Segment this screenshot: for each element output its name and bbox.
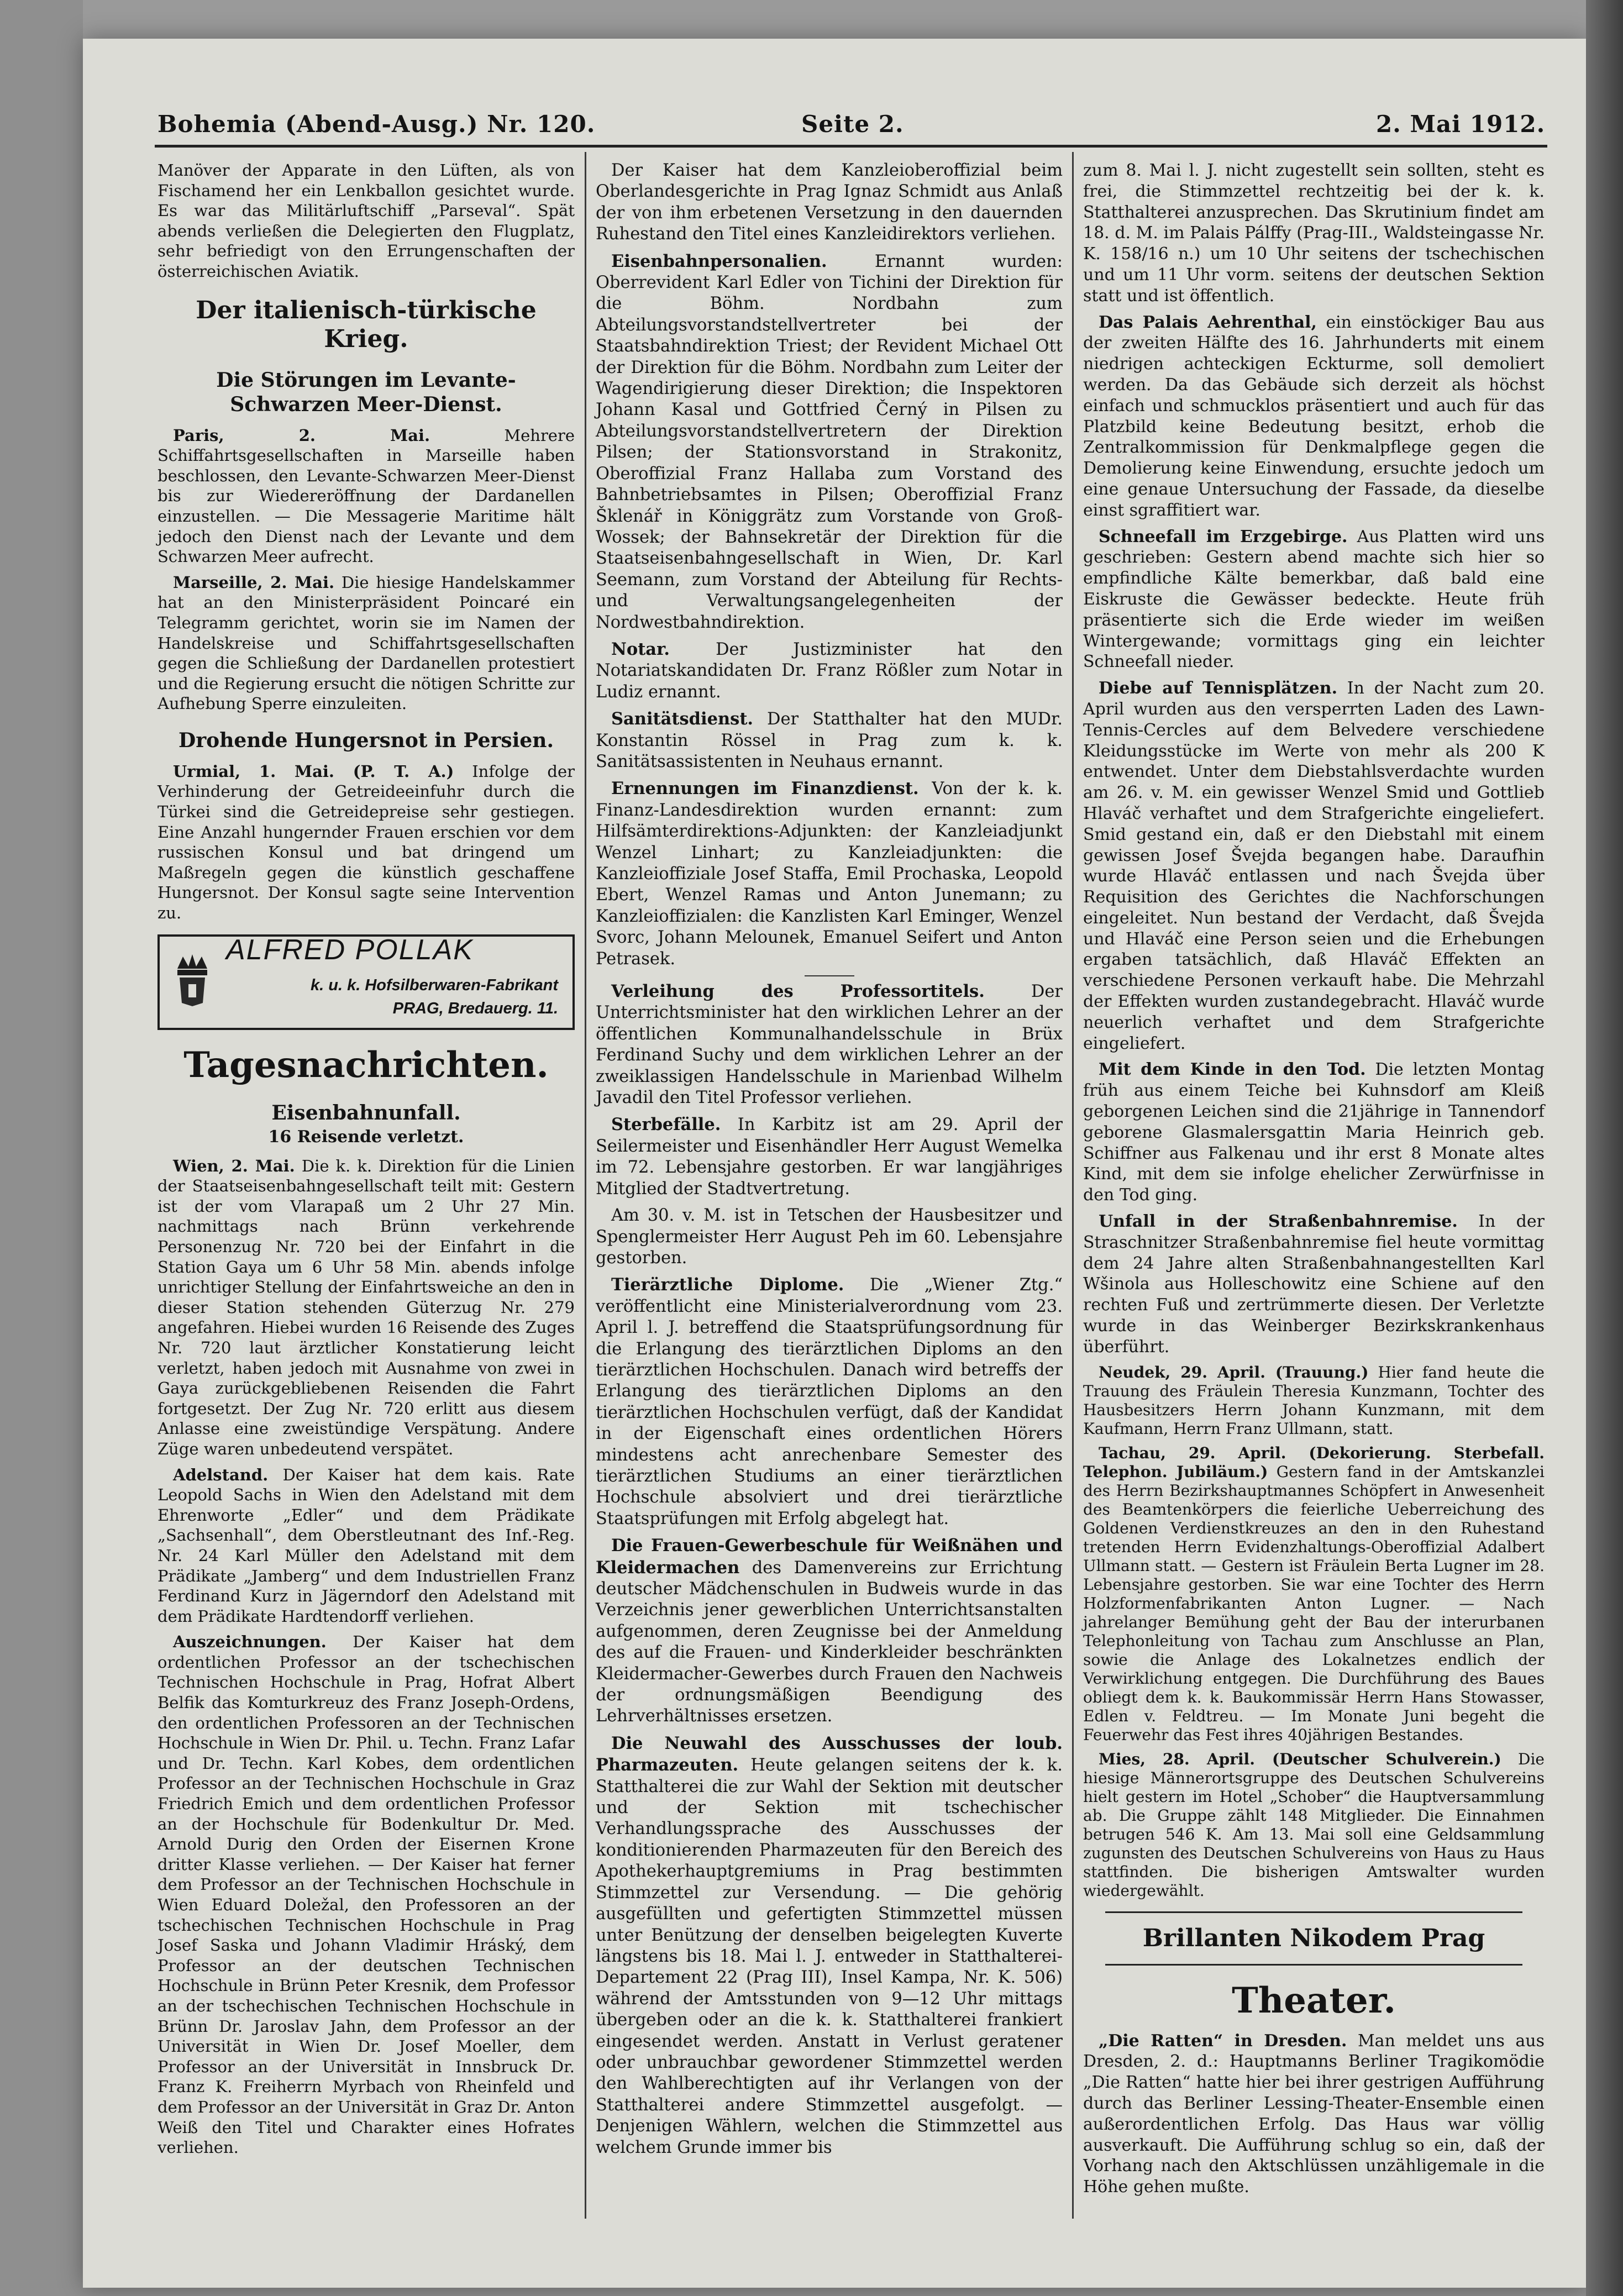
schnee-text: Aus Platten wird uns geschrieben: Gestern abend machte sich hier so empfindliche Kälte bemerkbar, daß bald eine Eiskruste die Gewässer bedeckte. Heute früh präsentierte sich die Erde wieder im weißen Wintergewande; vormittags ging ein leichter Schneefall nieder.: [1083, 527, 1545, 672]
unfall-keyword: Unfall in der Straßenbahnremise.: [1099, 1212, 1458, 1232]
paris-dateline: Paris, 2. Mai.: [173, 425, 430, 445]
article-marseille: [157, 572, 575, 714]
article-finanzdienst: [596, 778, 1063, 970]
theater-headline: Theater.: [1232, 1979, 1396, 2021]
article-urmia: [157, 761, 575, 923]
article-unfall: [1083, 1211, 1545, 1358]
article-eisenbahnpersonalien: [596, 251, 1063, 633]
kinde-text: Die letzten Montag früh aus einem Teiche bei Kuhnsdorf am Kleiß geborgenen Leichen sind die 21jährige in Tannendorf geborene Glasmalersgattin Maria Heinrich geb. Schiffner aus Falkenau und ihr erst 8 Monate altes Kind, mit dem sie infolge ehelicher Zerwürfnisse in den Tod ging.: [1083, 1060, 1545, 1205]
notar-keyword: Notar.: [611, 639, 670, 659]
ad-address: PRAG, Bredauerg. 11.: [392, 999, 558, 1017]
column-1: [157, 160, 575, 2163]
urmia-text: Infolge der Verhinderung der Getreideeinfuhr durch die Türkei sind die Getreidepreise sehr gestiegen. Eine Anzahl hungernder Frauen erschien vor dem russischen Konsul und bat dringend um Maßregeln gegen die künstlich geschaffene Hungersnot. Der Konsul sagte seine Intervention zu.: [157, 761, 575, 923]
neudek-dateline: Neudek, 29. April. (Trauung.): [1099, 1363, 1369, 1381]
mies-text: Die hiesige Männerortsgruppe des Deutschen Schulvereins hielt gestern im Hotel „Schober“ die Hauptversammlung ab. Die Gruppe zählt 148 Mitglieder. Die Einnahmen betrugen 546 K. Am 13. Mai soll eine Geldsammlung zugunsten des Deutschen Schulvereins von Haus zu Haus stattfinden. Die bisherigen Amtswalter wurden wiedergewählt.: [1083, 1749, 1545, 1900]
persia-headline: Drohende Hungersnot in Persien.: [178, 728, 554, 752]
adelstand-text: Der Kaiser hat dem kais. Rate Leopold Sachs in Wien den Adelstand mit dem Ehrenworte „Edler“ und dem Prädikate „Sachsenhall“, dem Oberstleutnant des Inf.-Reg. Nr. 24 Karl Müller den Adelstand mit dem Prädikate „Jamberg“ und dem Industriellen Franz Ferdinand Kurz in Jägerndorf den Adelstand mit dem Prädikate Hardtendorff verliehen.: [157, 1465, 575, 1626]
article-neudek: [1083, 1363, 1545, 1438]
tier-text: Die „Wiener Ztg.“ veröffentlicht eine Ministerialverordnung vom 23. April l. J. betreffend die Staatsprüfungsordnung für die Erlangung des tierärztlichen Diploms an den tierärztlichen Hochschulen. Danach wird betreffs der Erlangung des tierärztlichen Diploms an den tierärztlichen Hochschulen verfügt, daß der Kandidat in der Eigenschaft eines ordentlichen Hörers mindestens acht anrechenbare Semester des tierärztlichen Studiums an einer tierärztlichen Hochschule absolviert und drei tierärztliche Staatsprüfungen mit Erfolg abgelegt hat.: [596, 1275, 1063, 1528]
war-headline: Der italienisch-türkische Krieg.: [196, 296, 537, 353]
sterbe-text-2: Am 30. v. M. ist in Tetschen der Hausbesitzer und Spenglermeister Herr August Peh im 60. Lebensjahre gestorben.: [596, 1206, 1063, 1268]
article-neuwahl: [596, 1733, 1063, 2158]
diebe-text: In der Nacht zum 20. April wurden aus den versperrten Laden des Lawn-Tennis-Cercles auf dem Belvedere verschiedene Kleidungsstücke im Werte von mehr als 200 K entwendet. Unter dem Diebstahlsverdachte wurden am 26. v. M. ein gewisser Wenzel Smid und Gottlieb Hlaváč verhaftet und dem Strafgerichte eingeliefert. Smid gestand ein, daß er den Diebstahl mit einem gewissen Josef Švejda begangen habe. Daraufhin wurde Hlaváč entlassen und nach Švejda über Requisition des Gerichtes die Nachforschungen eingeleitet. Nun bestand der Verdacht, daß Švejda und Hlaváč eine Person seien und die Erhebungen ergaben tatsächlich, daß Hlaváč Effekten an verschiedene Personen verkauft habe. Die Mehrzahl der Effekten wurden zustandegebracht. Hlaváč wurde neuerlich verhaftet und dem Strafgerichte eingeliefert.: [1083, 679, 1545, 1053]
column-2: [596, 160, 1063, 2164]
neuwahl-keyword: Die Neuwahl des Ausschusses der loub. Pharmazeuten.: [596, 1733, 1063, 1775]
schnee-keyword: Schneefall im Erzgebirge.: [1099, 527, 1348, 547]
marseille-dateline: Marseille, 2. Mai.: [173, 572, 335, 592]
article-schneefall: [1083, 527, 1545, 673]
finanz-keyword: Ernennungen im Finanzdienst.: [611, 779, 919, 799]
frauen-text: des Damenvereins zur Errichtung deutscher Mädchenschulen in Budweis wurde in das Verzeichnis jener gewerblichen Unterrichtsanstalten aufgenommen, deren Zeugnisse bei der Anmeldung des auf die Frauen- und Kinderkleider beschränkten Kleidermacher-Gewerbes durch Frauen den Nachweis der ordnungsmäßigen Beendigung des Lehrverhältnisses ersetzen.: [596, 1558, 1063, 1726]
mies-dateline: Mies, 28. April. (Deutscher Schulverein.): [1099, 1749, 1501, 1768]
brillanten-advertisement: Brillanten Nikodem Prag: [1142, 1924, 1485, 1952]
article-paris: [157, 425, 575, 567]
adelstand-keyword: Adelstand.: [173, 1465, 269, 1484]
bahn-text: Ernannt wurden: Oberrevident Karl Edler von Tichini der Direktion für die Böhm. Nordbahn zum Abteilungsvorstandstellvertreter bei der Staatsbahndirektion Triest; der Revident Michael Ott der Direktion für die Böhm. Nordbahn zum Leiter der Wagendirigierung dieser Direktion; die Inspektoren Johann Kasal und Gottfried Černý in Pilsen zu Abteilungsvorstandstellvertretern der Direktion Pilsen; der Stationsvorstand in Strakonitz, Oberoffizial Franz Hallaba zum Vorstand des Bahnbetriebsamtes in Pilsen; Oberoffizial Franz Šklenář in Königgrätz zum Vorstande von Groß-Wossek; der Bahnsekretär der Direktion für die Staatseisenbahngesellschaft in Wien, Dr. Karl Seemann, zum Vorstand der Abteilung für Rechts- und Verwaltungsangelegenheiten der Nordwestbahndirektion.: [596, 251, 1063, 632]
wien-dateline: Wien, 2. Mai.: [173, 1156, 295, 1175]
notar-text: Der Justizminister hat den Notariatskandidaten Dr. Franz Rößler zum Notar in Ludiz ernannt.: [596, 639, 1063, 702]
sani-text: Der Statthalter hat den MUDr. Konstantin Rössel in Prag zum k. k. Sanitätsassistenten in Neuhaus ernannt.: [596, 710, 1063, 771]
article-palais: [1083, 312, 1545, 521]
finanz-text: Von der k. k. Finanz-Landesdirektion wurden ernannt: zum Hilfsämterdirektions-Adjunkten: der Kanzleiadjunkt Wenzel Linhart; zu Kanzleiadjunkten: die Kanzleioffiziale Josef Staffa, Emil Prochaska, Leopold Ebert, Wenzel Ramas und Anton Junemann; zu Kanzleioffizialen: die Kanzlisten Karl Eminger, Wenzel Svorc, Johann Melounek, Emanuel Seifert und Anton Petrasek.: [596, 779, 1063, 969]
unfall-text: In der Straschnitzer Straßenbahnremise fiel heute vormittag dem 24 Jahre alten Straßenbahnangestellten Karl Wšinola aus Holleschowitz eine Schiene auf den rechten Fuß und zertrümmerte diesen. Der Verletzte wurde in das Weinberger Bezirkskrankenhaus überführt.: [1083, 1212, 1545, 1357]
header-rule: [155, 145, 1547, 148]
brillanten-bottom-rule: [1105, 1964, 1522, 1966]
pollak-advertisement: [157, 934, 575, 1030]
article-tachau: [1083, 1444, 1545, 1745]
eisenbahn-subheadline: 16 Reisende verletzt.: [268, 1127, 464, 1147]
tachau-text: Gestern fand in der Amtskanzlei des Herrn Bezirkshauptmannes Schöpfert in Anwesenheit des Beamtenkörpers die feierliche Ueberreichung des Goldenen Verdienstkreuzes an den in den Ruhestand tretenden Herrn Evidenzhaltungs-Oberoffizial Adalbert Ullmann statt. — Gestern ist Fräulein Berta Lugner im 28. Lebensjahre gestorben. Sie war eine Tochter des Herrn Holzformenfabrikanten Anton Lugner. — Nach jahrelanger Bemühung geht der Bau der interurbanen Telephonleitung von Tachau zum Anschlusse an Plan, sowie die Anlage des Lokalnetzes endlich der Verwirklichung entgegen. Die Durchführung des Baues obliegt dem k. k. Baukommissär Herrn Hans Stowasser, Edlen v. Feldtreu. — Im Monate Juni begeht die Feuerwehr das Fest ihres 40jährigen Bestandes.: [1083, 1462, 1545, 1744]
article-frauen-gewerbeschule: [596, 1535, 1063, 1727]
diebe-keyword: Diebe auf Tennisplätzen.: [1099, 679, 1338, 698]
article-skrutinium: zum 8. Mai l. J. nicht zugestellt sein sollten, steht es frei, die Stimmzettel rechtzeitig bei der k. k. Statthalterei anzusprechen. Das Skrutinium findet am 18. d. M. im Palais Pálffy (Prag-III., Waldsteingasse Nr. K. 158/16 n.) um 10 Uhr seitens der tschechischen und um 11 Uhr vorm. seitens der deutschen Sektion statt und ist öffentlich.: [1083, 161, 1545, 306]
article-auszeichnungen: [157, 1632, 575, 2157]
tagesnachrichten-headline: Tagesnachrichten.: [183, 1044, 549, 1086]
sterbe-keyword: Sterbefälle.: [611, 1115, 721, 1135]
scan-top-edge: [83, 0, 1586, 39]
sani-keyword: Sanitätsdienst.: [611, 709, 754, 729]
tachau-dateline: Tachau, 29. April. (Dekorierung. Sterbefall. Telephon. Jubiläum.): [1083, 1443, 1545, 1481]
column-3: [1083, 160, 1545, 2203]
article-kinde: [1083, 1059, 1545, 1206]
scan-right-edge: [1586, 0, 1623, 2296]
tier-keyword: Tierärztliche Diplome.: [611, 1275, 844, 1295]
wien-text: Die k. k. Direktion für die Linien der Staatseisenbahngesellschaft teilt mit: Gestern ist der vom Vlarapaß um 2 Uhr 27 Min. nachmittags nach Brünn verkehrende Personenzug Nr. 720 bei der Einfahrt in die Station Gaya um 6 Uhr 58 Min. abends infolge unrichtiger Stellung der Einfahrtsweiche an den in dieser Station stehenden Güterzug Nr. 279 angefahren. Hiebei wurden 16 Reisende des Zuges Nr. 720 laut ärztlicher Konstatierung leicht verletzt, haben jedoch mit Ausnahme von zwei in Gaya zurückgebliebenen Reisenden die Fahrt fortgesetzt. Der Zug Nr. 720 erlitt aus diesem Anlasse eine zweistündige Verspätung. Andere Züge waren unbedeutend verspätet.: [157, 1156, 575, 1458]
section-rule: [805, 975, 854, 976]
brillanten-top-rule: [1105, 1911, 1522, 1913]
levante-headline: Die Störungen im Levante-Schwarzen Meer-Dienst.: [216, 368, 516, 416]
paris-text: Mehrere Schiffahrtsgesellschaften in Marseille haben beschlossen, den Levante-Schwarzen Meer-Dienst bis zur Wiedereröffnung der Dardanellen einzustellen. — Die Messagerie Maritime hält jedoch den Dienst nach der Levante und dem Schwarzen Meer aufrecht.: [157, 425, 575, 566]
frauen-keyword: Die Frauen-Gewerbeschule für Weißnähen und Kleidermachen: [596, 1536, 1063, 1578]
ad-company-name: ALFRED POLLAK: [226, 933, 474, 966]
palais-keyword: Das Palais Aehrenthal,: [1099, 312, 1317, 332]
header-date: 2. Mai 1912.: [1376, 111, 1546, 138]
bahn-keyword: Eisenbahnpersonalien.: [611, 251, 827, 271]
ad-subtitle: k. u. k. Hofsilberwaren-Fabrikant: [311, 976, 558, 994]
article-diebe: [1083, 678, 1545, 1054]
header-page-number: Seite 2.: [801, 111, 904, 138]
eisenbahn-headline: Eisenbahnunfall.: [271, 1101, 461, 1125]
article-mies: [1083, 1750, 1545, 1900]
column-rule-2: [1072, 152, 1074, 2219]
article-adelstand: [157, 1465, 575, 1627]
auszeichnungen-text: Der Kaiser hat dem ordentlichen Professor an der tschechischen Technischen Hochschule in Prag, Hofrat Albert Belfik das Komturkreuz des Franz Joseph-Ordens, den ordentlichen Professoren an der Technischen Hochschule in Wien Dr. Phil. u. Techn. Franz Lafar und Dr. Techn. Karl Kobes, dem ordentlichen Professor an der Technischen Hochschule in Graz Friedrich Emich und dem ordentlichen Professor an der Hochschule für Bodenkultur Dr. Med. Arnold Durig den Orden der Eisernen Krone dritter Klasse verliehen. — Der Kaiser hat ferner dem Professor an der Technischen Hochschule in Wien Eduard Doležal, den Professoren an der tschechischen Technischen Hochschule in Prag Josef Saska und Johann Vladimir Hráský, dem Professor an der deutschen Technischen Hochschule in Brünn Peter Kresnik, dem Professor an der tschechischen Technischen Hochschule in Brünn Dr. Jaroslav Jahn, dem Professor an der Universität in Wien Dr. Josef Moeller, dem Professor an der Universität in Innsbruck Dr. Franz K. Freiherrn Myrbach von Rheinfeld und dem Professor an der Universität in Graz Dr. Anton Weiß den Titel und Charakter eines Hofrates verliehen.: [157, 1632, 575, 2157]
prof-keyword: Verleihung des Professortitels.: [611, 981, 985, 1002]
header-masthead: Bohemia (Abend-Ausg.) Nr. 120.: [157, 111, 596, 138]
theater-text: Man meldet uns aus Dresden, 2. d.: Hauptmanns Berliner Tragikomödie „Die Ratten“ hatte hier bei ihrer gestrigen Aufführung durch das Berliner Lessing-Theater-Ensemble einen außerordentlichen Erfolg. Das Haus war völlig ausverkauft. Die Aufführung schlug so ein, daß der Vorhang nach den Aktschlüssen unzähligemale in die Höhe gehen mußte.: [1083, 2031, 1545, 2197]
intro-paragraph: Manöver der Apparate in den Lüften, als von Fischamend her ein Lenkballon gesichtet wurde. Es war das Militärluftschiff „Parseval“. Spät abends verließen die Delegierten den Flugplatz, sehr befriedigt von den Errungenschaften der österreichischen Aviatik.: [157, 161, 575, 281]
article-tieraerztlich: [596, 1274, 1063, 1530]
palais-text: ein einstöckiger Bau aus der zweiten Hälfte des 16. Jahrhunderts mit einem niedrigen achteckigen Eckturme, soll demoliert werden. Da das Gebäude sich derzeit als höchst einfach und schmucklos präsentiert und auch für das Platzbild keine Bedeutung besitzt, erhob die Zentralkommission für Denkmalpflege gegen die Demolierung keine Einwendung, ersuchte jedoch um eine genaue Untersuchung der Fassade, da dieselbe einst sgraffitiert war.: [1083, 312, 1545, 520]
urmia-dateline: Urmial, 1. Mai. (P. T. A.): [173, 761, 454, 781]
article-professortitel: [596, 981, 1063, 1108]
article-sterbefaelle: [596, 1114, 1063, 1200]
sterbe-text-1: In Karbitz ist am 29. April der Seilermeister und Eisenhändler Herr August Wemelka im 72. Lebensjahre gestorben. Er war langjähriges Mitglied der Stadtvertretung.: [596, 1115, 1063, 1199]
marseille-text: Die hiesige Handelskammer hat an den Ministerpräsident Poincaré ein Telegramm gerichtet, worin sie im Namen der Handelskreise und Schiffahrtsgesellschaften gegen die Schließung der Dardanellen protestiert und die Regierung ersucht die nötigen Schritte zur Aufhebung Sperre einzuleiten.: [157, 572, 575, 713]
kinde-keyword: Mit dem Kinde in den Tod.: [1099, 1060, 1366, 1080]
column-rule-1: [585, 152, 586, 2219]
article-notar: [596, 639, 1063, 703]
neudek-text: Hier fand heute die Trauung des Fräulein Theresia Kunzmann, Tochter des Hausbesitzers Herrn Johann Kunzmann, mit dem Kaufmann, Herrn Franz Ullmann, statt.: [1083, 1363, 1545, 1438]
article-kanzlei: Der Kaiser hat dem Kanzleioberoffizial beim Oberlandesgerichte in Prag Ignaz Schmidt aus Anlaß der von ihm erbetenen Versetzung in den dauernden Ruhestand den Titel eines Kanzleidirektors verliehen.: [596, 161, 1063, 244]
auszeichnungen-keyword: Auszeichnungen.: [173, 1632, 327, 1652]
prof-text: Der Unterrichtsminister hat den wirklichen Lehrer an der öffentlichen Kommunalhandelsschule in Brüx Ferdinand Suchy und dem wirklichen Lehrer an der zweiklassigen Handelsschule in Marienbad Wilhelm Javadil den Titel Professor verliehen.: [596, 982, 1063, 1108]
theater-keyword: „Die Ratten“ in Dresden.: [1099, 2031, 1347, 2051]
article-ratten: [1083, 2031, 1545, 2198]
crown-crest-icon: [172, 952, 213, 1007]
article-wien: [157, 1156, 575, 1459]
article-sanitaet: [596, 708, 1063, 773]
neuwahl-text: Heute gelangen seitens der k. k. Statthalterei die zur Wahl der Sektion mit deutscher und der Sektion mit tschechischer Verhandlungssprache des Ausschusses der konditionierenden Pharmazeuten für den Bereich des Apothekerhauptgremiums in Prag bestimmten Stimmzettel zur Versendung. — Die gehörig ausgefüllten und gefertigten Stimmzettel müssen unter Benützung der denselben beigelegten Kuverte längstens bis 18. Mai l. J. entweder in Statthalterei-Departement 22 (Prag III), Insel Kampa, Nr. K. 506) während der Amtsstunden von 9—12 Uhr mittags übergeben oder an die k. k. Statthalterei frankiert eingesendet werden. Anstatt in Verlust geratener oder unbrauchbar gewordener Stimmzettel werden den Wahlberechtigten auf ihr Verlangen von der Statthalterei andere Stimmzettel ausgefolgt. — Denjenigen Wählern, welchen die Stimmzettel aus welchem Grunde immer bis: [596, 1756, 1063, 2157]
